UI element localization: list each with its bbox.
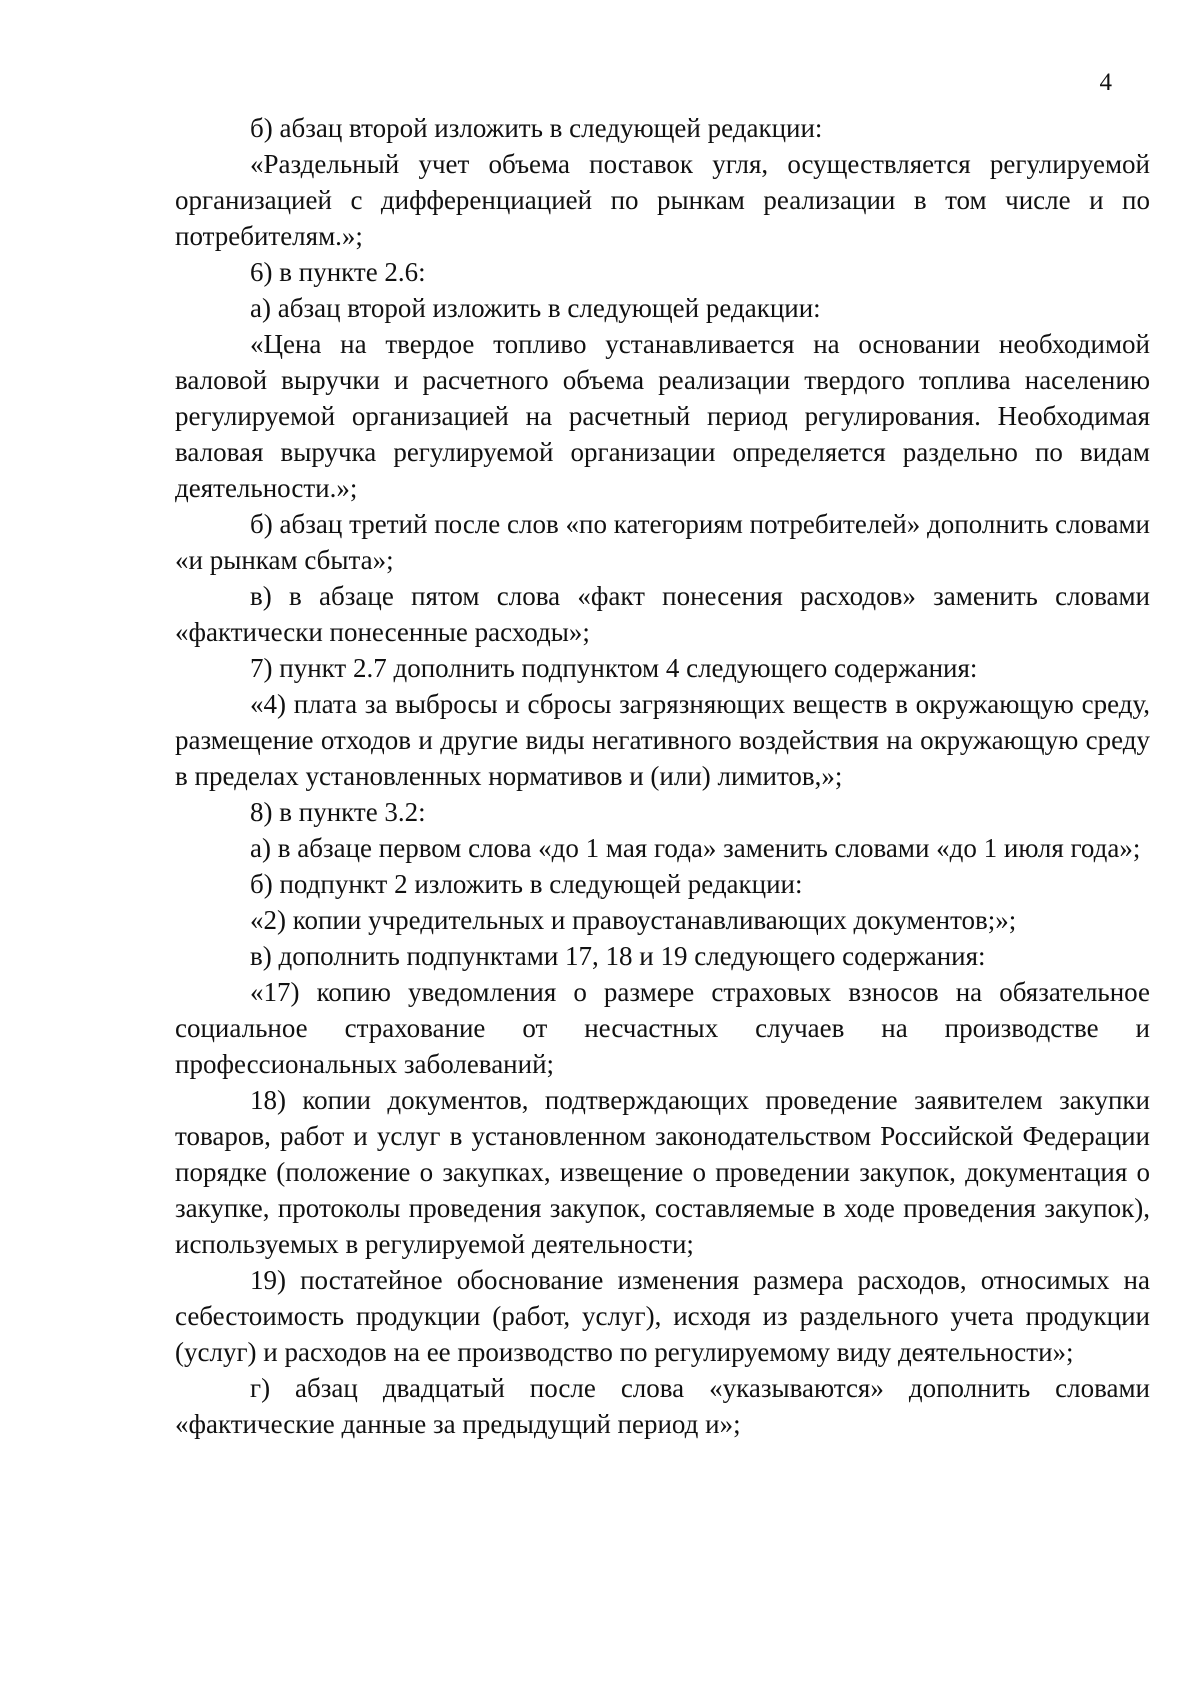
paragraph-2-kopii-dokumentov: «2) копии учредительных и правоустанавливающих документов;»;: [250, 905, 1017, 935]
paragraph-18-zakupki: 18) копии документов, подтверждающих проведение заявителем закупки товаров, работ и услуг в установленном законодательством Российской Федерации порядке (положение о закупках, извещение о проведении закупок, документация о закупке, протоколы проведения закупок, составляемые в ходе проведения закупок), используемых в регулируемой деятельности;: [175, 1085, 1150, 1259]
paragraph-7-punkt-2-7: 7) пункт 2.7 дополнить подпунктом 4 следующего содержания:: [250, 653, 978, 683]
paragraph-a-abzac-pervyy: а) в абзаце первом слова «до 1 мая года» заменить словами «до 1 июля года»;: [250, 833, 1141, 863]
paragraph-b-abzac-tretiy: б) абзац третий после слов «по категориям потребителей» дополнить словами «и рынкам сбыта»;: [175, 509, 1150, 575]
paragraph-19-obosnovanie: 19) постатейное обоснование изменения размера расходов, относимых на себестоимость продукции (работ, услуг), исходя из раздельного учета продукции (услуг) и расходов на ее производство по регулируемому виду деятельности»;: [175, 1265, 1150, 1367]
paragraph-cena-na-toplivo: «Цена на твердое топливо устанавливается на основании необходимой валовой выручки и расчетного объема реализации твердого топлива населению регулируемой организацией на расчетный период регулирования. Необходимая валовая выручка регулируемой организации определяется раздельно по видам деятельности.»;: [175, 329, 1150, 503]
paragraph-a-abzac-vtoroy: а) абзац второй изложить в следующей редакции:: [250, 293, 821, 323]
paragraph-b-podpunkt-2: б) подпункт 2 изложить в следующей редакции:: [250, 869, 803, 899]
paragraph-v-dopolnit-podpunktami: в) дополнить подпунктами 17, 18 и 19 следующего содержания:: [250, 941, 986, 971]
paragraph-g-abzac-dvadcatyy: г) абзац двадцатый после слова «указываются» дополнить словами «фактические данные за предыдущий период и»;: [175, 1373, 1150, 1439]
paragraph-6-punkt-2-6: 6) в пункте 2.6:: [250, 257, 426, 287]
paragraph-razdelny-uchet: «Раздельный учет объема поставок угля, осуществляется регулируемой организацией с дифференциацией по рынкам реализации в том числе и по потребителям.»;: [175, 149, 1150, 251]
paragraph-17-uvedomlenie: «17) копию уведомления о размере страховых взносов на обязательное социальное страхование от несчастных случаев на производстве и профессиональных заболеваний;: [175, 977, 1150, 1079]
paragraph-v-abzac-pyatyy: в) в абзаце пятом слова «факт понесения расходов» заменить словами «фактически понесенные расходы»;: [175, 581, 1150, 647]
paragraph-b-abzac-vtoroy: б) абзац второй изложить в следующей редакции:: [250, 113, 823, 143]
page-number: 4: [1099, 69, 1112, 96]
paragraph-4-plata-za-vybrosy: «4) плата за выбросы и сбросы загрязняющих веществ в окружающую среду, размещение отходов и другие виды негативного воздействия на окружающую среду в пределах установленных нормативов и (или) лимитов,»;: [175, 689, 1150, 791]
document-body: [175, 110, 1150, 1442]
paragraph-8-punkt-3-2: 8) в пункте 3.2:: [250, 797, 426, 827]
